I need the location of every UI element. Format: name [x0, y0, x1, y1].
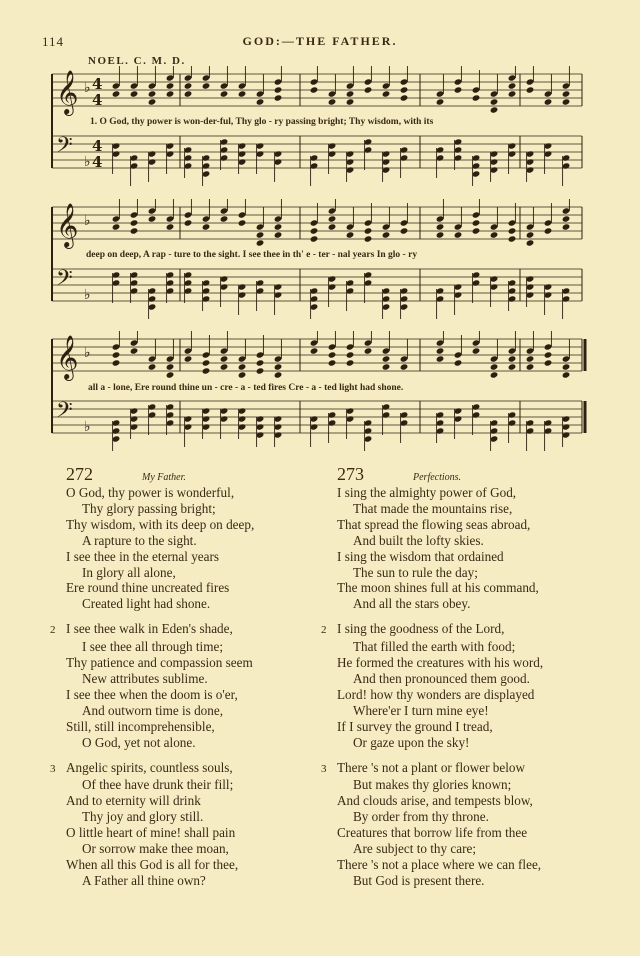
verse-line [337, 485, 607, 501]
verse-line [66, 873, 336, 889]
verse-line [66, 580, 336, 596]
verse-line [66, 533, 336, 549]
verse-text: I sing the goodness of the Lord, [337, 621, 505, 637]
hymn-number: 272 [66, 464, 93, 484]
music-system-2 [50, 199, 590, 321]
verse-text: Thy joy and glory still. [82, 809, 204, 825]
svg-text:𝄞: 𝄞 [56, 203, 79, 247]
verse-number: 2 [321, 624, 327, 637]
verse-line [66, 841, 336, 857]
verse-text: O little heart of mine! shall pain [66, 825, 236, 841]
verse-line [66, 596, 336, 612]
svg-text:♭: ♭ [84, 154, 91, 170]
verse-line [66, 517, 336, 533]
verse-text: That made the mountains rise, [353, 500, 513, 516]
hymn-title: My Father. [142, 472, 186, 483]
verse-line [337, 719, 607, 735]
verse-text: Angelic spirits, countless souls, [66, 759, 233, 775]
svg-text:𝄢: 𝄢 [56, 398, 73, 428]
verse-line [337, 565, 607, 581]
music-notation [50, 199, 590, 321]
verse-text: Creatures that borrow life from thee [337, 825, 528, 841]
verse-text: There 's not a plant or flower below [337, 759, 526, 775]
running-title: GOD:—THE FATHER. [242, 34, 398, 48]
verse-text: And built the lofty skies. [353, 532, 484, 548]
verse-text: That filled the earth with food; [353, 639, 516, 655]
svg-text:𝄢: 𝄢 [56, 266, 73, 296]
verse-text: Where'er I turn mine eye! [353, 702, 489, 718]
verse-line [337, 825, 607, 841]
verse-text: By order from thy throne. [353, 809, 489, 825]
verse-line [337, 596, 607, 612]
svg-text:♭: ♭ [84, 287, 91, 303]
music-system-3 [50, 331, 590, 453]
verse-text: O God, thy power is wonderful, [66, 485, 235, 500]
verse-text: O God, yet not alone. [82, 734, 196, 750]
hymn-title: Perfections. [413, 472, 462, 483]
music-system-1 [50, 66, 590, 186]
stanza [337, 485, 607, 612]
lyric-line: 1. O God, thy power is won-der-ful, Thy glo - ry passing bright; Thy wisdom, with its [90, 117, 434, 127]
verse-line [337, 501, 607, 517]
stanza [50, 759, 336, 889]
verse-text: I see thee when the doom is o'er, [66, 686, 238, 702]
hymn-272 [50, 464, 336, 889]
verse-number: 2 [50, 624, 56, 637]
verse-text: Created light had shone. [82, 596, 211, 612]
svg-text:♭: ♭ [84, 345, 91, 361]
verse-line [66, 777, 336, 793]
verse-number: 3 [50, 762, 56, 775]
page-header [0, 34, 640, 50]
svg-text:4: 4 [92, 75, 103, 93]
verse-text: A Father all thine own? [82, 872, 206, 888]
verse-line [66, 501, 336, 517]
tune-name: NOEL. C. M. D. [88, 55, 186, 67]
verse-line [337, 841, 607, 857]
verse-text: And clouds arise, and tempests blow, [337, 793, 533, 809]
stanza [50, 621, 336, 750]
hymn-273 [321, 464, 607, 889]
verse-line [66, 793, 336, 809]
verse-line [66, 549, 336, 565]
svg-text:4: 4 [92, 91, 103, 109]
verse-line [337, 857, 607, 873]
verse-text: And then pronounced them good. [353, 670, 530, 686]
page-number: 114 [42, 34, 65, 49]
verse-text: In glory all alone, [82, 564, 176, 580]
verse-text: Thy glory passing bright; [82, 500, 216, 516]
verse-text: And to eternity will drink [66, 793, 201, 809]
verse-text: The sun to rule the day; [353, 564, 478, 580]
verse-line [337, 777, 607, 793]
verse-line [321, 759, 607, 778]
verse-text: I see thee walk in Eden's shade, [66, 621, 233, 637]
verse-text: The moon shines full at his command, [337, 580, 539, 596]
verse-line [337, 533, 607, 549]
lyric-line: all a - lone, Ere round thine un - cre - a - ted fires Cre - a - ted light had shone. [88, 383, 404, 393]
stanza [66, 485, 336, 612]
verse-line [66, 719, 336, 735]
verse-line [337, 809, 607, 825]
verse-number: 3 [321, 762, 327, 775]
verse-line [321, 621, 607, 639]
verse-line [337, 687, 607, 703]
verse-text: Ere round thine uncreated fires [66, 580, 230, 596]
verse-text: Or sorrow make thee moan, [82, 841, 229, 857]
verse-line [337, 703, 607, 719]
verse-text: And all the stars obey. [353, 596, 471, 612]
verse-line [66, 485, 336, 501]
hymn-heading [66, 464, 336, 485]
verse-text: There 's not a place where we can flee, [337, 856, 542, 872]
svg-text:4: 4 [92, 153, 103, 171]
verse-text: And outworn time is done, [82, 702, 224, 718]
verse-line [337, 517, 607, 533]
verse-text: He formed the creatures with his word, [337, 655, 544, 671]
verse-text: When all this God is all for thee, [66, 856, 239, 872]
verse-text: Still, still incomprehensible, [66, 718, 215, 734]
stanza [321, 621, 607, 750]
verse-line [66, 857, 336, 873]
verse-line [337, 655, 607, 671]
verse-text: Thy patience and compassion seem [66, 655, 253, 671]
verse-line [66, 809, 336, 825]
svg-text:4: 4 [92, 137, 103, 155]
hymn-heading [337, 464, 607, 485]
verse-text: Thy wisdom, with its deep on deep, [66, 516, 255, 532]
hymn-stanzas [50, 485, 336, 889]
verse-line [337, 580, 607, 596]
verse-text: I see thee in the eternal years [66, 548, 220, 564]
verse-line [337, 639, 607, 655]
verse-text: If I survey the ground I tread, [337, 718, 493, 734]
verse-line [337, 671, 607, 687]
verse-line [337, 735, 607, 751]
svg-text:♭: ♭ [84, 419, 91, 435]
verse-line [66, 655, 336, 671]
hymn-number: 273 [337, 464, 364, 484]
verse-text: Or gaze upon the sky! [353, 734, 470, 750]
verse-text: That spread the flowing seas abroad, [337, 516, 531, 532]
verse-text: I sing the wisdom that ordained [337, 548, 504, 564]
verse-line [66, 825, 336, 841]
verse-text: But makes thy glories known; [353, 777, 512, 793]
verse-text: A rapture to the sight. [82, 532, 197, 548]
verse-line [337, 793, 607, 809]
verse-line [66, 565, 336, 581]
verse-line [50, 759, 336, 778]
verse-text: I sing the almighty power of God, [337, 485, 517, 500]
svg-text:𝄞: 𝄞 [56, 335, 79, 379]
lyric-line: deep on deep, A rap - ture to the sight. I see thee in th' e - ter - nal years In glo - ry [86, 250, 418, 260]
verse-text: Are subject to thy care; [353, 841, 477, 857]
verse-text: New attributes sublime. [82, 670, 208, 686]
stanza [321, 759, 607, 889]
verse-line [66, 687, 336, 703]
verse-line [66, 639, 336, 655]
svg-text:♭: ♭ [84, 80, 91, 96]
verse-text: Lord! how thy wonders are displayed [337, 686, 535, 702]
verse-line [66, 703, 336, 719]
verse-text: But God is present there. [353, 872, 485, 888]
verse-line [66, 671, 336, 687]
verse-text: Of thee have drunk their fill; [82, 777, 234, 793]
svg-text:♭: ♭ [84, 213, 91, 229]
svg-text:𝄞: 𝄞 [56, 70, 79, 114]
hymn-stanzas [321, 485, 607, 889]
verse-line [337, 549, 607, 565]
verse-line [66, 735, 336, 751]
svg-text:𝄢: 𝄢 [56, 133, 73, 163]
verse-line [337, 873, 607, 889]
verse-line [50, 621, 336, 639]
verse-text: I see thee all through time; [82, 639, 223, 655]
